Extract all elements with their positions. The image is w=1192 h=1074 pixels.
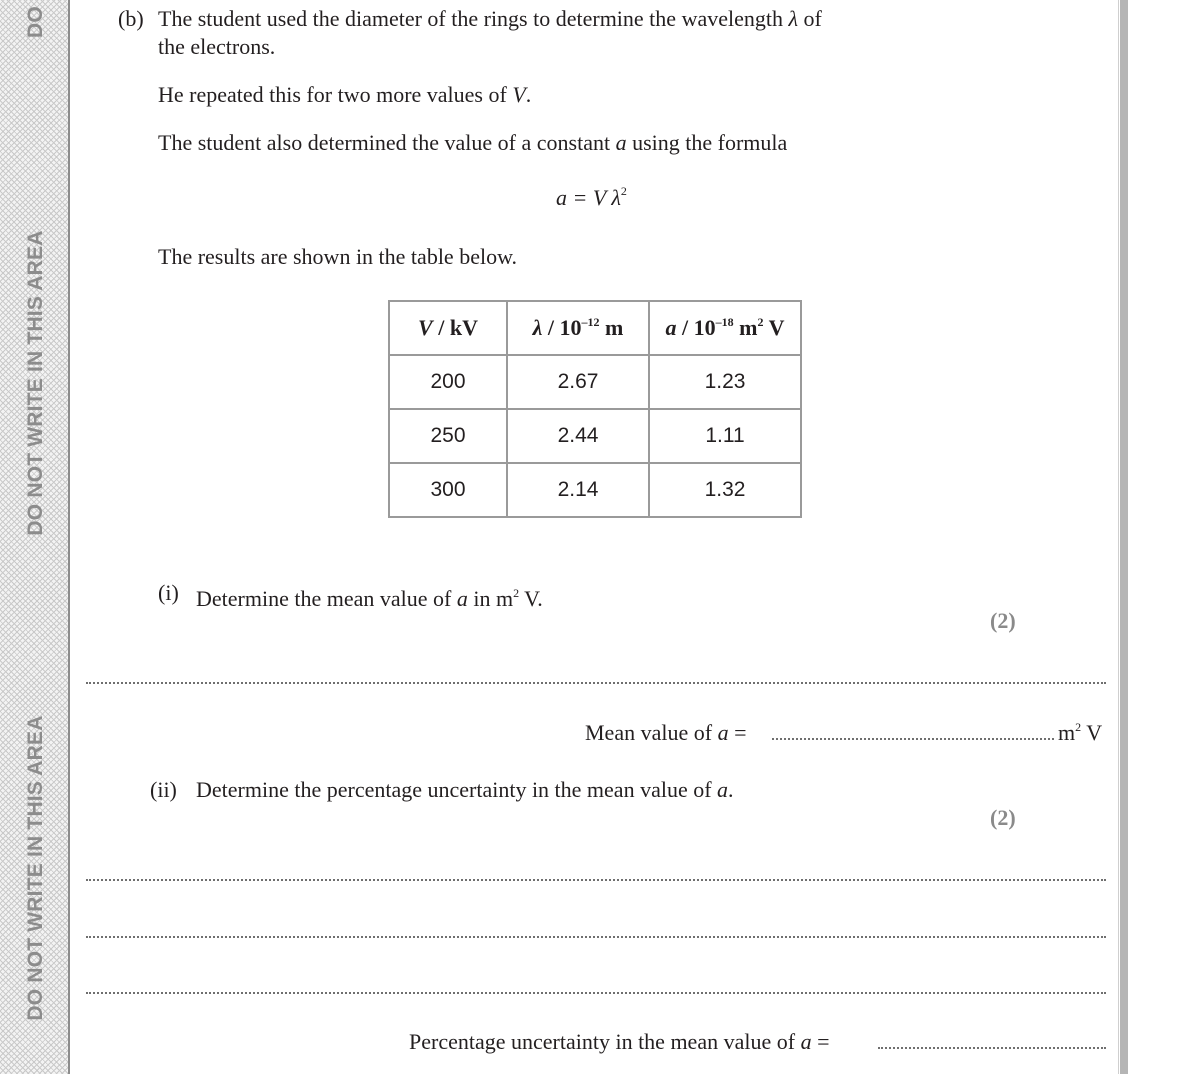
formula [556, 184, 627, 211]
part-i-marks: (2) [990, 608, 1016, 633]
part-i-label: (i) [158, 580, 179, 605]
part-ii-question: Determine the percentage uncertainty in the mean value of a. [196, 777, 734, 802]
lambda-symbol: λ [788, 6, 799, 31]
margin-text-top: DO [24, 6, 47, 38]
table-cell: 300 [389, 463, 507, 517]
table-row [389, 355, 801, 409]
part-b-line1-text: The student used the diameter of the rings to determine the wavelength [158, 6, 783, 31]
table-header-row [389, 301, 801, 355]
margin-text-middle: DO NOT WRITE IN THIS AREA [24, 230, 47, 536]
formula-text: a = V λ [556, 185, 621, 210]
table-cell: 1.32 [649, 463, 801, 517]
results-intro: The results are shown in the table below. [158, 244, 518, 269]
constant-text: The student also determined the value of a constant [158, 130, 611, 155]
part-ii-label: (ii) [150, 777, 177, 802]
table-cell: 200 [389, 355, 507, 409]
constant-var: a [615, 130, 627, 155]
mean-value-answer-line[interactable] [772, 738, 1054, 740]
table-cell: 250 [389, 409, 507, 463]
answer-line-i-1[interactable] [86, 682, 1106, 684]
table-row [389, 409, 801, 463]
constant-end: using the formula [632, 130, 788, 155]
part-b-label: (b) [118, 6, 144, 31]
header-voltage: V / kV [389, 301, 507, 355]
repeat-var: V [512, 82, 526, 107]
header-constant-a: a / $10^{-18}$ $m^2$ V [649, 301, 801, 355]
table-cell: 2.14 [507, 463, 649, 517]
part-b-line1 [158, 5, 822, 33]
table-cell: 1.11 [649, 409, 801, 463]
repeat-text: He repeated this for two more values of [158, 82, 507, 107]
repeat-sentence: He repeated this for two more values of V. [158, 82, 532, 107]
part-ii-marks: (2) [990, 805, 1016, 830]
table-cell: 2.44 [507, 409, 649, 463]
answer-line-ii-2[interactable] [86, 936, 1106, 938]
table-cell: 2.67 [507, 355, 649, 409]
mean-value-label: Mean value of a = [585, 720, 747, 745]
table-cell: 1.23 [649, 355, 801, 409]
formula-power: 2 [620, 184, 627, 198]
mean-value-unit: $m^2$ V [1058, 720, 1103, 745]
part-b-line2: the electrons. [158, 34, 276, 59]
answer-line-ii-3[interactable] [86, 992, 1106, 994]
part-i-question: Determine the mean value of a in $m^2$ V. [196, 586, 543, 611]
header-wavelength: λ / $10^{-12}$ m [507, 301, 649, 355]
table-row [389, 463, 801, 517]
percentage-uncertainty-answer-line[interactable] [878, 1047, 1106, 1049]
part-b-line1-end: of [803, 6, 822, 31]
results-table [388, 300, 802, 518]
constant-sentence [158, 129, 787, 157]
margin-text-bottom: DO NOT WRITE IN THIS AREA [24, 715, 47, 1021]
answer-line-ii-1[interactable] [86, 879, 1106, 881]
percentage-uncertainty-label: Percentage uncertainty in the mean value of a = [409, 1029, 830, 1054]
